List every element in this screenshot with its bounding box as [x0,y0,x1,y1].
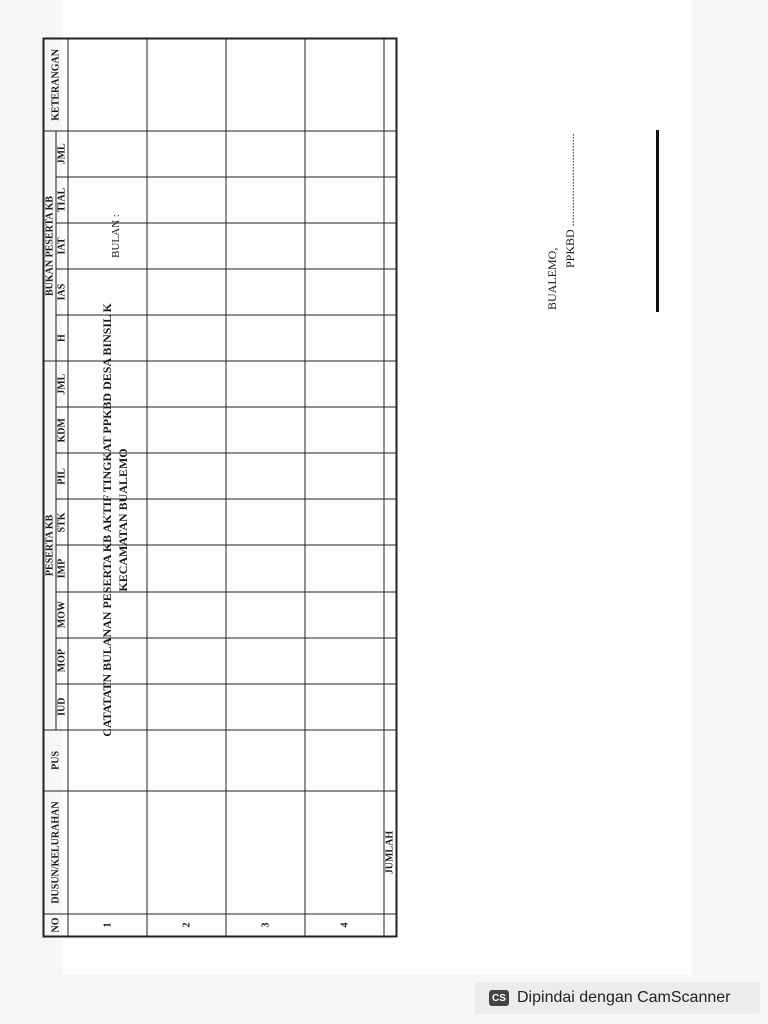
title-line-1: CATATATN BULANAN PESERTA KB AKTIF TINGKAT PPKBD DESA BINSIL K [100,303,114,737]
header-kdm: KDM [56,407,68,453]
header-bukan-peserta-kb: BUKAN PESERTA KB [44,131,57,361]
title-line-2: KECAMATAN BUALEMO [116,448,130,592]
signature-line [656,130,659,312]
header-h: H [56,315,68,361]
header-imp: IMP [56,545,68,591]
watermark-text: Dipindai dengan CamScanner [517,989,731,1006]
row-number: 4 [305,914,384,937]
signature-role: PPKBD ............................... [563,133,577,268]
header-mop: MOP [56,638,68,684]
header-no: NO [44,914,69,937]
kb-table-rotated [43,38,398,938]
row-number: 3 [226,914,305,937]
header-peserta-jml: JML [56,361,68,407]
header-tial: TIAL [56,177,68,223]
jumlah-label: JUMLAH [384,791,397,914]
row-number: 2 [147,914,226,937]
camscanner-watermark [475,982,760,1014]
row-number: 1 [68,914,147,937]
header-dusun: DUSUN/KELURAHAN [44,791,69,914]
jumlah-row [384,39,397,937]
table-row [305,39,384,937]
header-mow: MOW [56,592,68,638]
camscanner-icon: CS [489,990,509,1006]
kb-table [43,38,398,938]
header-iat: IAT [56,223,68,269]
header-ias: IAS [56,269,68,315]
header-peserta-kb: PESERTA KB [44,361,57,730]
signature-place: BUALEMO, [545,247,559,310]
header-keterangan: KETERANGAN [44,39,69,131]
table-row [226,39,305,937]
header-bukan-jml: JML [56,131,68,177]
header-pil: PIL [56,453,68,499]
table-row [147,39,226,937]
header-stk: STK [56,499,68,545]
header-pus: PUS [44,730,69,791]
header-iud: IUD [56,684,68,730]
bulan-label: BULAN : [109,214,122,258]
table-row [68,39,147,937]
